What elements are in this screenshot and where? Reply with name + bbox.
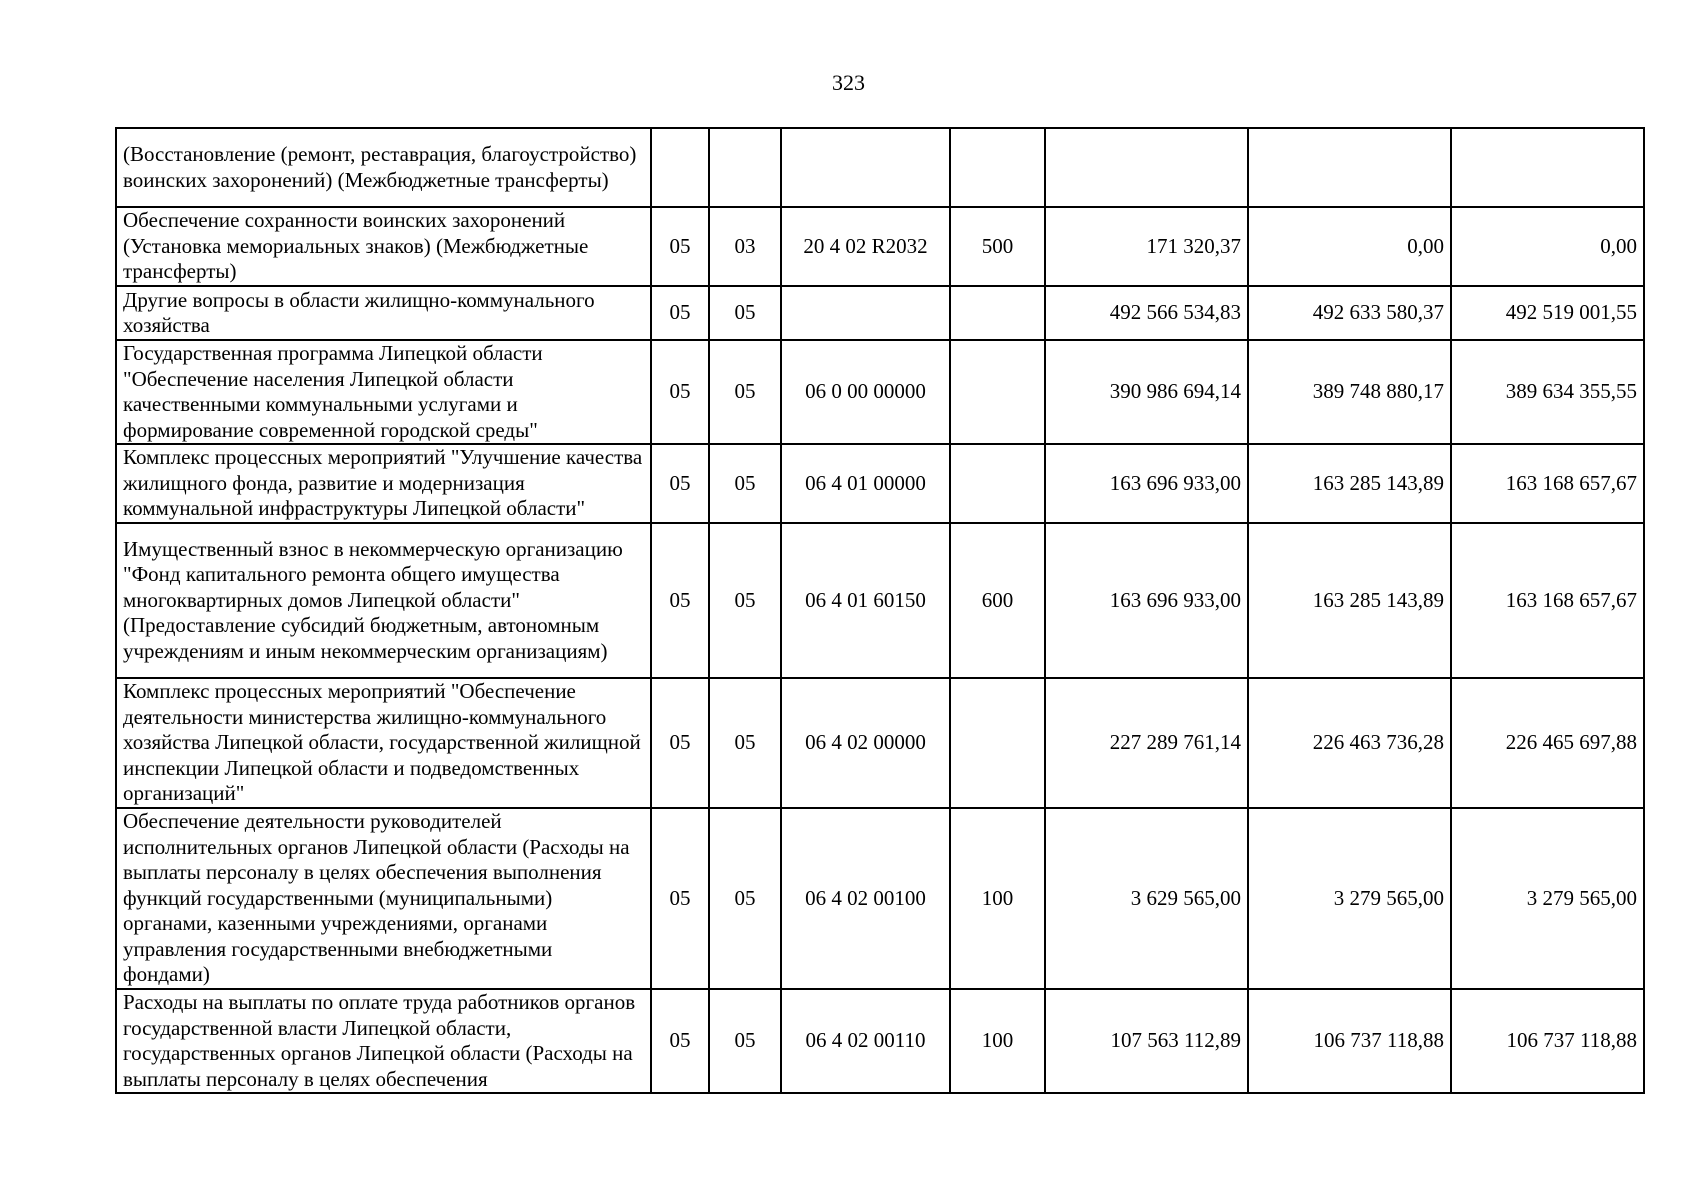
expense-type-code: [950, 444, 1045, 523]
sum-year-1: 227 289 761,14: [1045, 678, 1248, 808]
table-row: [116, 989, 1644, 1093]
table-row: [116, 523, 1644, 678]
target-article-code: 06 4 01 00000: [781, 444, 950, 523]
sum-year-3: 163 168 657,67: [1451, 523, 1644, 678]
table-row: [116, 207, 1644, 286]
sum-year-2: 0,00: [1248, 207, 1451, 286]
expense-type-code: 600: [950, 523, 1045, 678]
subsection-code: 05: [709, 444, 781, 523]
sum-year-2: [1248, 128, 1451, 207]
section-code: 05: [651, 286, 709, 340]
section-code: 05: [651, 989, 709, 1093]
target-article-code: 20 4 02 R2032: [781, 207, 950, 286]
sum-year-2: 163 285 143,89: [1248, 444, 1451, 523]
row-name: Комплекс процессных мероприятий "Улучшение качества жилищного фонда, развитие и модернизация коммунальной инфраструктуры Липецкой области": [116, 444, 651, 523]
row-name: Другие вопросы в области жилищно-коммунального хозяйства: [116, 286, 651, 340]
sum-year-1: 3 629 565,00: [1045, 808, 1248, 989]
expense-type-code: [950, 128, 1045, 207]
table-row: [116, 678, 1644, 808]
subsection-code: 05: [709, 678, 781, 808]
expense-type-code: 500: [950, 207, 1045, 286]
sum-year-3: 389 634 355,55: [1451, 340, 1644, 444]
target-article-code: 06 4 02 00110: [781, 989, 950, 1093]
sum-year-3: 0,00: [1451, 207, 1644, 286]
sum-year-3: [1451, 128, 1644, 207]
target-article-code: 06 4 02 00100: [781, 808, 950, 989]
subsection-code: 03: [709, 207, 781, 286]
sum-year-3: 226 465 697,88: [1451, 678, 1644, 808]
subsection-code: 05: [709, 989, 781, 1093]
target-article-code: [781, 128, 950, 207]
target-article-code: 06 4 01 60150: [781, 523, 950, 678]
section-code: 05: [651, 808, 709, 989]
section-code: 05: [651, 207, 709, 286]
subsection-code: [709, 128, 781, 207]
sum-year-1: [1045, 128, 1248, 207]
table-row: [116, 808, 1644, 989]
sum-year-2: 226 463 736,28: [1248, 678, 1451, 808]
section-code: 05: [651, 444, 709, 523]
subsection-code: 05: [709, 340, 781, 444]
sum-year-1: 492 566 534,83: [1045, 286, 1248, 340]
sum-year-3: 492 519 001,55: [1451, 286, 1644, 340]
row-name: Имущественный взнос в некоммерческую организацию "Фонд капитального ремонта общего имущества многоквартирных домов Липецкой области" (Предоставление субсидий бюджетным, автономным учреждениям и иным некоммерческим организациям): [116, 523, 651, 678]
sum-year-2: 389 748 880,17: [1248, 340, 1451, 444]
subsection-code: 05: [709, 808, 781, 989]
row-name: Расходы на выплаты по оплате труда работников органов государственной власти Липецкой области, государственных органов Липецкой области (Расходы на выплаты персоналу в целях обеспечения: [116, 989, 651, 1093]
sum-year-2: 3 279 565,00: [1248, 808, 1451, 989]
expense-type-code: [950, 678, 1045, 808]
row-name: (Восстановление (ремонт, реставрация, благоустройство) воинских захоронений) (Межбюджетные трансферты): [116, 128, 651, 207]
table-row: [116, 128, 1644, 207]
section-code: 05: [651, 340, 709, 444]
section-code: 05: [651, 678, 709, 808]
row-name: Комплекс процессных мероприятий "Обеспечение деятельности министерства жилищно-коммунального хозяйства Липецкой области, государственной жилищной инспекции Липецкой области и подведомственных организаций": [116, 678, 651, 808]
target-article-code: 06 0 00 00000: [781, 340, 950, 444]
row-name: Государственная программа Липецкой области "Обеспечение населения Липецкой области качественными коммунальными услугами и формирование современной городской среды": [116, 340, 651, 444]
expense-type-code: [950, 340, 1045, 444]
expense-type-code: [950, 286, 1045, 340]
table-row: [116, 340, 1644, 444]
sum-year-1: 107 563 112,89: [1045, 989, 1248, 1093]
subsection-code: 05: [709, 523, 781, 678]
sum-year-2: 492 633 580,37: [1248, 286, 1451, 340]
page-number: 323: [832, 70, 865, 95]
expense-type-code: 100: [950, 989, 1045, 1093]
sum-year-1: 163 696 933,00: [1045, 523, 1248, 678]
target-article-code: [781, 286, 950, 340]
sum-year-2: 163 285 143,89: [1248, 523, 1451, 678]
sum-year-2: 106 737 118,88: [1248, 989, 1451, 1093]
target-article-code: 06 4 02 00000: [781, 678, 950, 808]
expense-type-code: 100: [950, 808, 1045, 989]
table-row: [116, 286, 1644, 340]
sum-year-3: 3 279 565,00: [1451, 808, 1644, 989]
subsection-code: 05: [709, 286, 781, 340]
row-name: Обеспечение деятельности руководителей исполнительных органов Липецкой области (Расходы на выплаты персоналу в целях обеспечения выполнения функций государственными (муниципальными) органами, казенными учреждениями, органами управления государственными внебюджетными фондами): [116, 808, 651, 989]
sum-year-3: 106 737 118,88: [1451, 989, 1644, 1093]
section-code: [651, 128, 709, 207]
section-code: 05: [651, 523, 709, 678]
sum-year-1: 390 986 694,14: [1045, 340, 1248, 444]
sum-year-1: 163 696 933,00: [1045, 444, 1248, 523]
sum-year-3: 163 168 657,67: [1451, 444, 1644, 523]
sum-year-1: 171 320,37: [1045, 207, 1248, 286]
table-row: [116, 444, 1644, 523]
budget-table: [115, 127, 1645, 1094]
row-name: Обеспечение сохранности воинских захоронений (Установка мемориальных знаков) (Межбюджетные трансферты): [116, 207, 651, 286]
